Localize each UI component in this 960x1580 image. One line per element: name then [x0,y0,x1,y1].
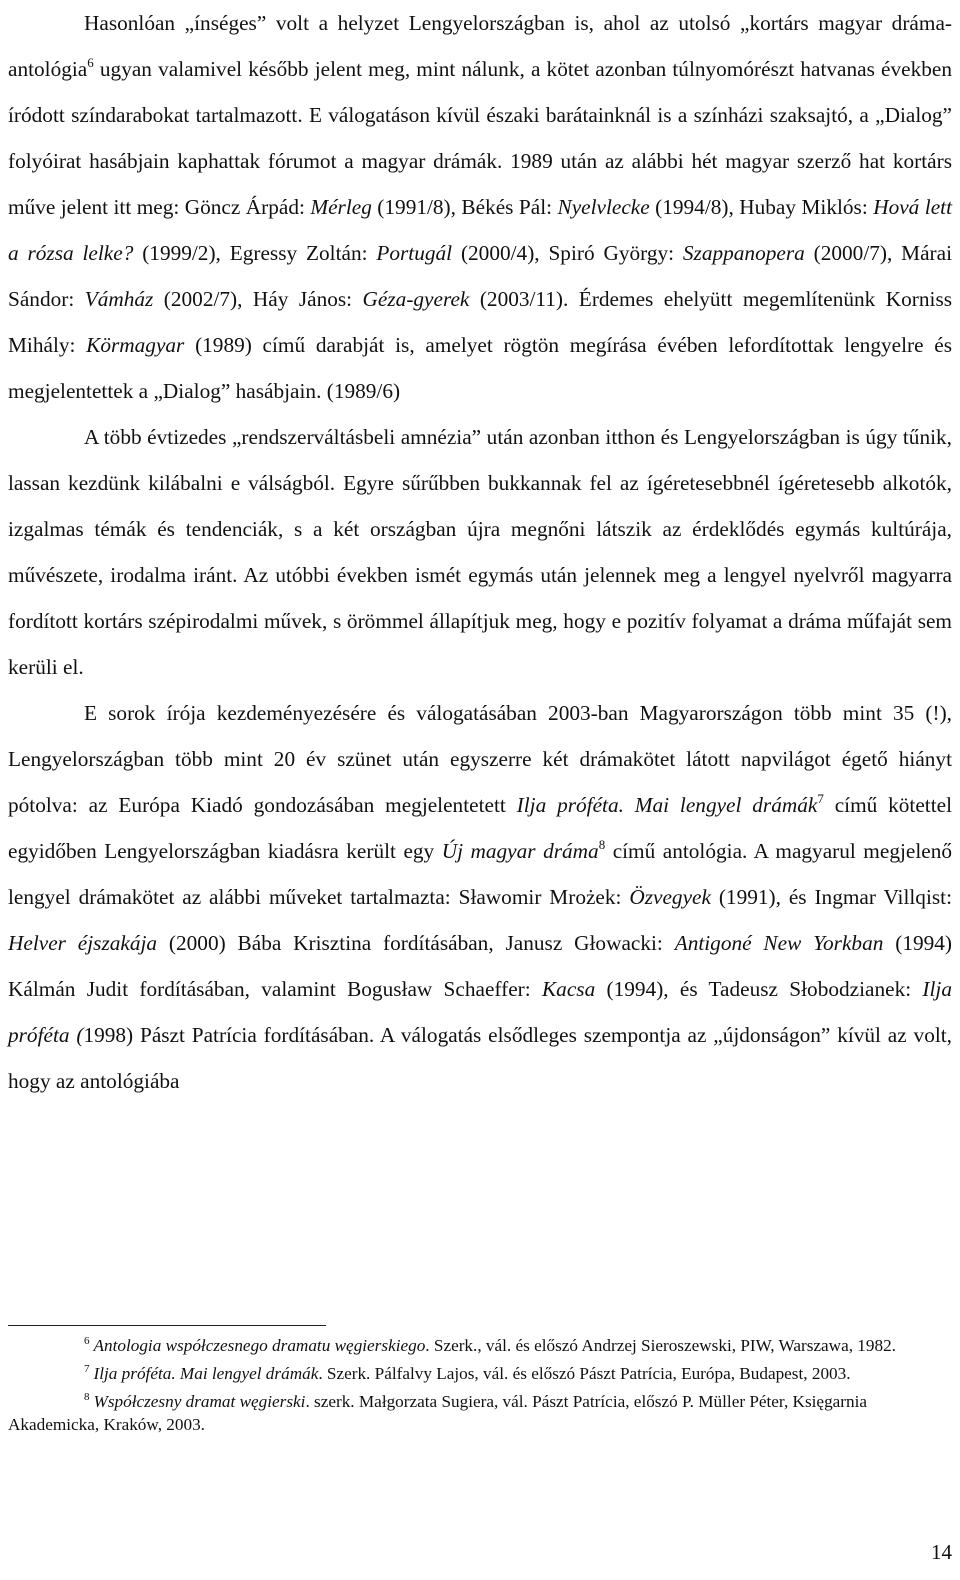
footnote-6 [8,1334,952,1357]
text-run: (2000) Bába Krisztina fordításában, Janusz Głowacki: [157,931,675,955]
footnote-ref-8[interactable]: 8 [598,837,606,852]
paragraph-1 [8,0,952,414]
paragraph-3 [8,690,952,1104]
text-run: ugyan valamivel később jelent meg, mint nálunk, a kötet azonban túlnyomórészt hatvanas években íródott színdarabokat tartalmazott. E válogatáson kívül északi barátainknál is a színházi szaksajtó, a „Dialog” folyóirat hasábjain kaphattak fórumot a magyar drámák. 1989 után az alábbi hét magyar szerző hat kortárs műve jelent itt meg: Göncz Árpád: [8,57,952,219]
work-title: Özvegyek [629,885,711,909]
footnote-title: Współczesny dramat węgierski [93,1392,306,1411]
footnotes [8,1334,952,1441]
text-run: (2002/7), Háy János: [153,287,363,311]
text-run: E sorok írója kezdeményezésére és válogatásában 2003-ban Magyarországon több mint 35 (!), Lengyelországban több mint 20 év szünet után egyszerre két drámakötet látott napvilágot égető hiányt pótolva: az Európa Kiadó gondozásában megjelentetett [8,701,952,817]
page-number: 14 [931,1540,952,1564]
text-run: (1999/2), Egressy Zoltán: [133,241,377,265]
work-title: Kacsa [541,977,596,1001]
work-title: Vámház [84,287,154,311]
paragraph-2: A több évtizedes „rendszerváltásbeli amnézia” után azonban itthon és Lengyelországban is úgy tűnik, lassan kezdünk kilábalni e válságból. Egyre sűrűbben bukkannak fel az ígéretesebbnél ígéretesebb alkotók, izgalmas témák és tendenciák, s a két országban újra megnőni látszik az érdeklődés egymás kultúrája, művészete, irodalma iránt. Az utóbbi években ismét egymás után jelennek meg a lengyel nyelvről magyarra fordított kortárs szépirodalmi művek, s örömmel állapítjuk meg, hogy e pozitív folyamat a dráma műfaját sem kerüli el. [8,425,952,679]
footnote-text: . Szerk. Pálfalvy Lajos, vál. és előszó Pászt Patrícia, Európa, Budapest, 2003. [318,1364,851,1383]
text-run: (2000/7), Márai Sándor: [8,241,952,311]
work-title: Hová lett a rózsa lelke? [8,195,952,265]
footnote-title: Antologia współczesnego dramatu węgierskiego [93,1336,426,1355]
work-title: Géza-gyerek [362,287,470,311]
work-title: Mérleg [310,195,372,219]
text-run: (2003/11). Érdemes ehelyütt megemlítenünk Korniss Mihály: [8,287,953,357]
work-title: Új magyar dráma [441,839,599,863]
footnote-ref-7[interactable]: 7 [817,791,824,806]
footnote-7 [8,1362,952,1385]
text-run: című kötettel egyidőben Lengyelországban kiadásra került egy [8,793,953,863]
footnote-lead [8,1392,84,1411]
footnote-number: 8 [84,1391,90,1403]
body-text [8,0,952,1104]
text-run: (1994/8), Hubay Miklós: [649,195,874,219]
text-run: (1994) Kálmán Judit fordításában, valamint Bogusław Schaeffer: [8,931,953,1001]
text-run: 1998) Pászt Patrícia fordításában. A válogatás elsődleges szempontja az „újdonságon” kívül az volt, hogy az antológiába [8,1023,953,1093]
work-title: Antigoné New Yorkban [674,931,884,955]
footnote-lead [8,1364,84,1383]
footnote-number: 6 [84,1335,90,1347]
footnote-8 [8,1390,952,1436]
text-run: (1991/8), Békés Pál: [371,195,558,219]
work-title: Ilja próféta. Mai lengyel drámák [516,793,818,817]
work-title: Nyelvlecke [557,195,650,219]
text-run: (2000/4), Spiró György: [452,241,683,265]
text-run: (1989) című darabját is, amelyet rögtön megírása évében lefordítottak lengyelre és megjelentettek a „Dialog” hasábjain. (1989/6) [8,333,952,403]
text-run: (1991), és Ingmar Villqist: [710,885,952,909]
text-run: Hasonlóan „ínséges” volt a helyzet Lengyelországban is, ahol az utolsó „kortárs magyar dráma-antológia [8,11,952,81]
footnote-separator [8,1325,326,1326]
footnote-text: . Szerk., vál. és előszó Andrzej Sieroszewski, PIW, Warszawa, 1982. [425,1336,896,1355]
work-title: Körmagyar [86,333,185,357]
footnote-ref-6[interactable]: 6 [87,55,94,70]
text-run: (1994), és Tadeusz Słobodzianek: [595,977,923,1001]
footnote-text: . szerk. Małgorzata Sugiera, vál. Pászt Patrícia, előszó P. Müller Péter, Księgarnia Akademicka, Kraków, 2003. [8,1392,868,1434]
work-title: Portugál [376,241,453,265]
work-title: Szappanopera [682,241,805,265]
footnote-title: Ilja próféta. Mai lengyel drámák [93,1364,319,1383]
footnote-lead [8,1336,84,1355]
footnote-number: 7 [84,1363,90,1375]
work-title: Helver éjszakája [8,931,158,955]
text-run: című antológia. A magyarul megjelenő lengyel drámakötet az alábbi műveket tartalmazta: Sławomir Mrożek: [8,839,953,909]
work-title: Ilja próféta ( [8,977,952,1047]
